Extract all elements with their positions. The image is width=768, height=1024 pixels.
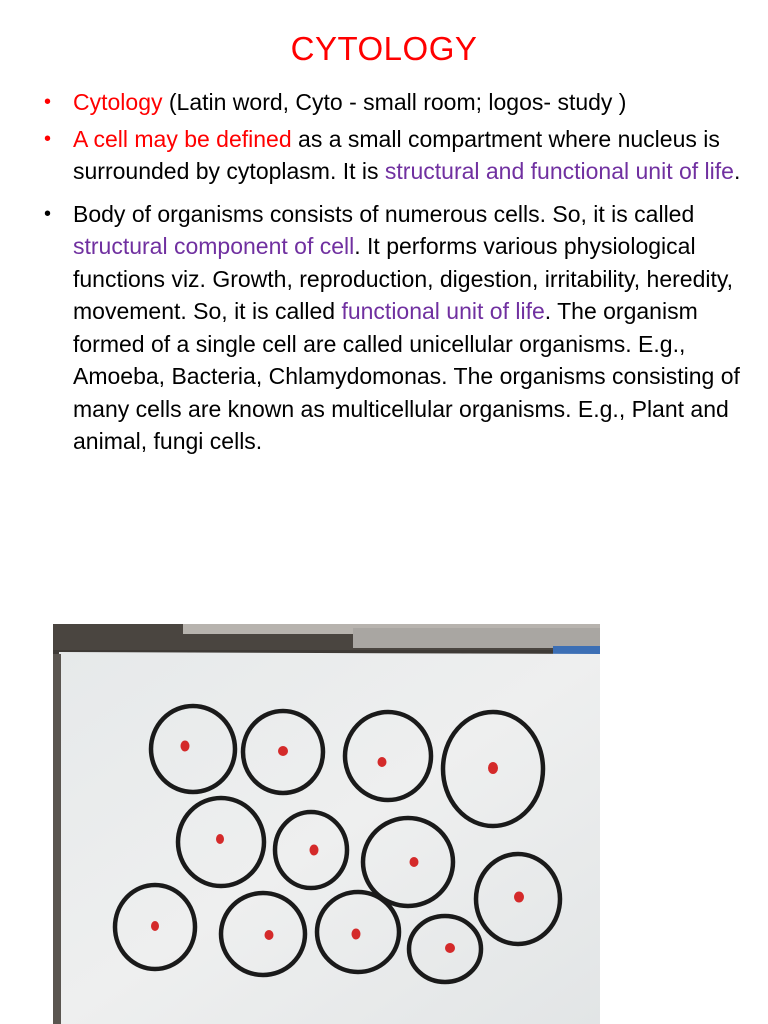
bullet-marker: • [44,91,52,113]
bullet-list [44,86,744,458]
paper-sheet [53,652,600,1024]
bullet-item [44,198,744,458]
nucleus-dot [216,834,224,844]
page-title: CYTOLOGY [290,30,478,67]
nucleus-dot [352,929,361,940]
bullet-item [44,123,744,188]
text-segment: . It performs various physiological functions viz. Growth, reproduction, digestion, irritability, heredity, movement. So, it is called [73,233,734,324]
bullet-marker: • [44,202,52,225]
nucleus-dot [378,757,387,767]
nucleus-dot [488,762,498,774]
nucleus-dot [410,857,419,867]
text-segment: (Latin word, Cyto - small room; logos- study ) [162,89,627,115]
nucleus-dot [310,845,319,856]
bullet-item [44,86,744,119]
text-segment: . The organism formed of a single cell are called unicellular organisms. E.g., Amoeba, Bacteria, Chlamydomonas. The organisms consisting of many cells are known as multicellular organisms. E.g., Plant and animal, fungi cells. [73,298,740,454]
nucleus-dot [445,943,455,953]
highlight-functional-unit: functional unit of life [341,298,545,324]
highlight-structural-component: structural component of cell [73,233,355,259]
hand-drawn-cells-photo [53,624,600,1024]
term-cell-definition: A cell may be defined [73,125,292,152]
term-cytology: Cytology [73,89,163,115]
nucleus-dot [278,746,288,756]
highlight-structural-functional: structural and functional unit of life [384,158,734,184]
text-segment: Body of organisms consists of numerous cells. So, it is called [73,200,695,227]
nucleus-dot [151,921,159,931]
nucleus-dot [181,741,190,752]
text-segment: as a small compartment where nucleus is surrounded by cytoplasm. It is [73,125,720,184]
nucleus-dot [514,892,524,903]
bullet-marker: • [44,127,52,150]
text-segment: . [733,158,741,184]
nucleus-dot [265,930,274,940]
